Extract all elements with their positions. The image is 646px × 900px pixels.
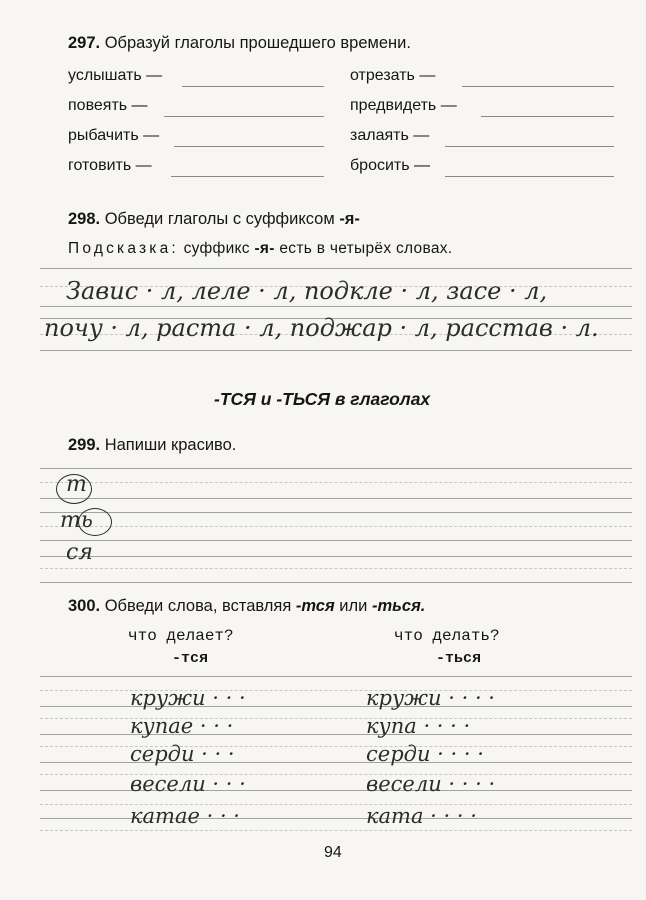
script-line[interactable]: Завис · л, леле · л, подкле · л, засе · л, [66,277,548,305]
exercise-297-title [68,34,411,53]
section-heading: -ТСЯ и -ТЬСЯ в глаголах [214,389,431,409]
answer-line[interactable] [182,86,324,87]
answer-line[interactable] [174,146,324,147]
ruling-line [40,734,632,735]
ruling-line [40,498,632,499]
exercise-instruction: Обведи глаголы с суффиксом [104,210,335,228]
ruling-line [40,818,632,819]
verb-prompt: рыбачить — [68,127,160,144]
ruling-line [40,830,632,831]
ruling-line [40,774,632,775]
exercise-instruction: Образуй глаголы прошедшего времени. [104,34,411,52]
hint [68,240,452,258]
ruling-line [40,526,632,527]
column-suffix: -ться [436,650,482,667]
hint-label: Подсказка: [68,240,179,257]
answer-line[interactable] [462,86,614,87]
answer-line[interactable] [481,116,614,117]
exercise-instruction: Напиши красиво. [104,436,237,454]
verb-prompt: услышать — [68,67,163,84]
hint-suffix: -я- [254,240,275,257]
conjunction: или [339,597,368,615]
exercise-300-title [68,597,425,616]
ruling-line [40,706,632,707]
writing-sample[interactable]: ся [66,540,93,565]
tracing-word[interactable]: серди · · · [130,742,235,766]
tracing-word[interactable]: весели · · · · [366,772,496,796]
ruling-line [40,582,632,583]
ruling-line [40,556,632,557]
answer-line[interactable] [164,116,324,117]
tracing-word[interactable]: кружи · · · · [366,686,495,710]
ruling-line [40,746,632,747]
column-suffix: -тся [172,650,209,667]
exercise-number: 300. [68,597,101,615]
suffix-label: -я- [339,210,360,228]
ruling-line [40,718,632,719]
ruling-line [40,804,632,805]
verb-prompt: залаять — [350,127,430,144]
tracing-word[interactable]: катае · · · [130,804,240,828]
ruling-line [40,482,632,483]
column-question: что делать? [394,627,500,645]
ruling-line [40,306,632,307]
tracing-word[interactable]: купае · · · [130,714,234,738]
hint-text: суффикс [183,240,250,257]
ruling-line [40,690,632,691]
ruling-line [40,676,632,677]
script-line[interactable]: почу · л, раста · л, поджар · л, расстав · л. [44,314,599,342]
exercise-298-title [68,210,360,229]
ruling-line [40,268,632,269]
exercise-299-title [68,436,236,455]
exercise-number: 298. [68,210,101,228]
exercise-instruction: Обведи слова, вставляя [104,597,292,615]
ruling-line [40,540,632,541]
verb-prompt: отрезать — [350,67,436,84]
suffix-tsya: -тся [295,597,335,615]
exercise-number: 299. [68,436,101,454]
tracing-word[interactable]: ката · · · · [366,804,477,828]
answer-line[interactable] [171,176,324,177]
tracing-word[interactable]: серди · · · · [366,742,484,766]
tracing-word[interactable]: купа · · · · [366,714,471,738]
ruling-line [40,350,632,351]
writing-sample[interactable]: т [66,472,87,497]
page-number: 94 [324,844,342,861]
suffix-tsya-soft: -ться. [371,597,426,615]
column-question: что делает? [128,627,234,645]
ruling-line [40,790,632,791]
ruling-line [40,512,632,513]
ruling-line [40,568,632,569]
hint-rest: есть в четырёх словах. [279,240,453,257]
ruling-line [40,468,632,469]
answer-line[interactable] [445,176,614,177]
verb-prompt: повеять — [68,97,148,114]
verb-prompt: готовить — [68,157,152,174]
writing-sample[interactable]: ть [60,508,93,533]
exercise-number: 297. [68,34,101,52]
tracing-word[interactable]: кружи · · · [130,686,246,710]
ruling-line [40,762,632,763]
tracing-word[interactable]: весели · · · [130,772,246,796]
verb-prompt: бросить — [350,157,431,174]
verb-prompt: предвидеть — [350,97,457,114]
answer-line[interactable] [445,146,614,147]
